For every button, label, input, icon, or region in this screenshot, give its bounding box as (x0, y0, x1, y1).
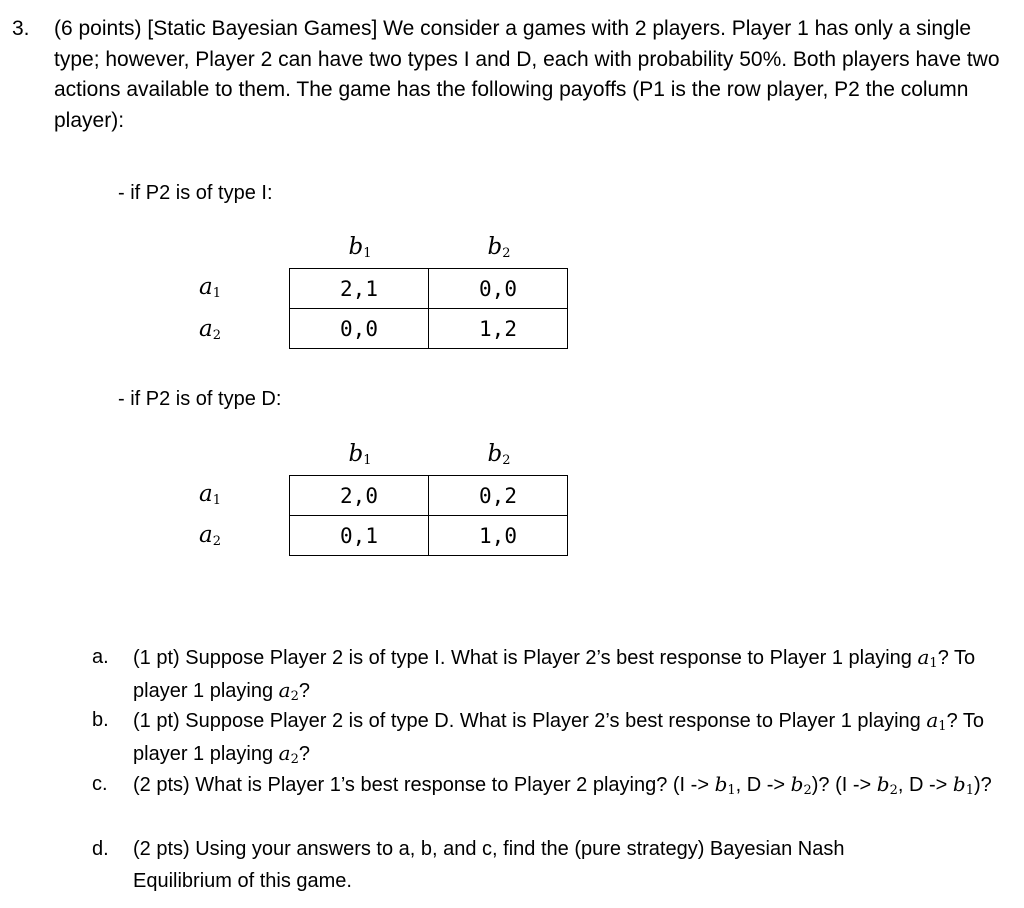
payoff-cell: 0,2 (429, 476, 568, 516)
payoff-cell: 0,1 (290, 516, 429, 556)
case-d-payoff-table (289, 475, 568, 556)
question-intro: (6 points) [Static Bayesian Games] We consider a games with 2 players. Player 1 has only a single type; however, Player 2 can have two types I and D, each with probability 50%. Both players have two actions available to them. The game has the following payoffs (P1 is the row player, P2 the column player): (54, 17, 1000, 132)
case-i-col-b2: $b_2$ (487, 234, 511, 261)
case-i-col-b1: $b_1$ (348, 234, 372, 261)
payoff-cell: 0,0 (429, 269, 568, 309)
subquestion-c-letter: c. (92, 773, 108, 795)
subquestion-a: (1 pt) Suppose Player 2 is of type I. What is Player 2’s best response to Player 1 playing $a_1$? To player 1 playing $a_2$? (133, 645, 976, 704)
table-row (290, 516, 568, 556)
payoff-cell: 1,0 (429, 516, 568, 556)
table-row (290, 269, 568, 309)
table-row (290, 476, 568, 516)
payoff-cell: 1,2 (429, 309, 568, 349)
case-d-row-a1: $a_1$ (199, 481, 221, 508)
subquestion-c: (2 pts) What is Player 1’s best response to Player 2 playing? ($I -> b_1$, $D -> b_2$)? ($I -> b_2$, $D -> b_1$)? (133, 772, 992, 798)
case-i-row-a1: $a_1$ (199, 274, 221, 301)
case-d-col-b1: $b_1$ (348, 441, 372, 468)
case-d-label: - if P2 is of type D: (118, 388, 282, 410)
case-d-row-a2: $a_2$ (199, 522, 221, 549)
subquestion-d-letter: d. (92, 838, 109, 860)
table-row (290, 309, 568, 349)
subquestion-b: (1 pt) Suppose Player 2 is of type D. What is Player 2’s best response to Player 1 playing $a_1$? To player 1 playing $a_2$? (133, 708, 985, 767)
subquestion-d: (2 pts) Using your answers to a, b, and c, find the (pure strategy) Bayesian Nash Equilibrium of this game. (133, 838, 845, 892)
subquestion-a-letter: a. (92, 646, 109, 668)
case-i-payoff-table (289, 268, 568, 349)
case-i-label: - if P2 is of type I: (118, 182, 273, 204)
payoff-cell: 2,0 (290, 476, 429, 516)
case-i-row-a2: $a_2$ (199, 316, 221, 343)
subquestion-b-letter: b. (92, 709, 109, 731)
payoff-cell: 0,0 (290, 309, 429, 349)
case-d-col-b2: $b_2$ (487, 441, 511, 468)
question-number: 3. (12, 17, 30, 40)
payoff-cell: 2,1 (290, 269, 429, 309)
